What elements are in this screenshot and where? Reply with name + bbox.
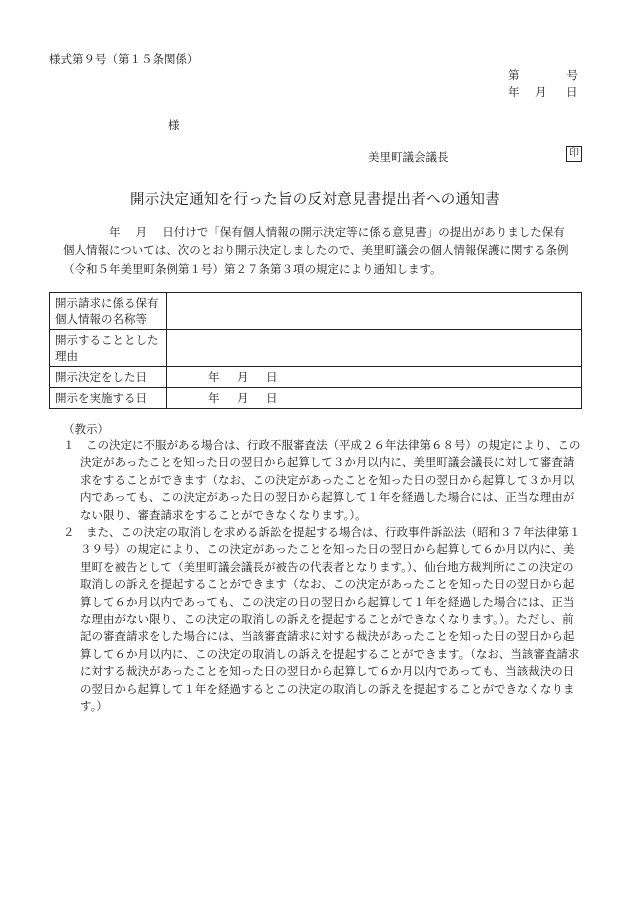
issue-date-year: 年: [508, 85, 520, 99]
instruction-heading: （教示）: [63, 422, 109, 436]
sender-name: 美里町議会議長: [368, 150, 449, 164]
document-number-line: [508, 67, 578, 83]
table-value-disclosure-reason: [167, 330, 582, 367]
decision-date-month: 月: [237, 370, 249, 384]
issue-date-line: [508, 84, 578, 100]
body-line-2: 個人情報については、次のとおり開示決定しましたので、美里町議会の個人情報保護に関する条例: [63, 243, 569, 258]
addressee-suffix: 様: [168, 118, 180, 132]
table-row: [50, 367, 582, 388]
seal-mark: 印: [566, 146, 582, 162]
table-label-disclosure-reason: 開示することとした理由: [50, 330, 167, 367]
implementation-date-day: 日: [266, 391, 278, 405]
document-number-prefix: 第: [508, 68, 520, 82]
table-label-implementation-date: 開示を実施する日: [50, 388, 167, 409]
table-value-personal-info-name: [167, 293, 582, 330]
table-label-decision-date: 開示決定をした日: [50, 367, 167, 388]
disclosure-table: [49, 292, 582, 409]
table-row: [50, 330, 582, 367]
table-row: [50, 388, 582, 409]
implementation-date-year: 年: [208, 391, 220, 405]
table-value-implementation-date: [167, 388, 582, 409]
document-number-suffix: 号: [566, 68, 578, 82]
decision-date-day: 日: [266, 370, 278, 384]
body-line-1: 年 月 日付けで「保有個人情報の開示決定等に係る意見書」の提出がありました保有: [109, 225, 565, 239]
issue-date-month: 月: [535, 85, 547, 99]
table-label-personal-info-name: 開示請求に係る保有個人情報の名称等: [50, 293, 167, 330]
form-number: 様式第９号（第１５条関係）: [49, 52, 199, 66]
body-paragraph: [63, 223, 581, 278]
instruction-item-2: ２ また、この決定の取消しを求める訴訟を提起する場合は、行政事件訴訟法（昭和３７年法律第１３９号）の規定により、この決定があったことを知った日の翌日から起算して６か月以内に、美里町を被告として（美里町議会議長が被告の代表者となります。）、仙台地方裁判所にこの決定の取消しの訴えを提起することができます（なお、この決定があったことを知った日の翌日から起算して６か月以内であっても、この決定の日の翌日から起算して１年を経過した場合には、正当な理由がない限り、この決定の取消しの訴えを提起することができなくなります。）。ただし、前記の審査請求をした場合には、当該審査請求に対する裁決があったことを知った日の翌日から起算して６か月以内に、この決定の取消しの訴えを提起することができます。（なお、当該審査請求に対する裁決があったことを知った日の翌日から起算して６か月以内であっても、当該裁決の日の翌日から起算して１年を経過するとこの決定の取消しの訴えを提起することができなくなります。）: [63, 525, 581, 714]
table-value-decision-date: [167, 367, 582, 388]
table-row: [50, 293, 582, 330]
issue-date-day: 日: [566, 85, 578, 99]
body-line-3: （令和５年美里町条例第１号）第２７条第３項の規定により通知します。: [63, 261, 442, 276]
decision-date-year: 年: [208, 370, 220, 384]
instruction-item-1: １ この決定に不服がある場合は、行政不服審査法（平成２６年法律第６８号）の規定により、この決定があったことを知った日の翌日から起算して３か月以内に、美里町議会議長に対して審査請求をすることができます（なお、この決定があったことを知った日の翌日から起算して３か月以内であっても、この決定があった日の翌日から起算して１年を経過した場合には、正当な理由がない限り、審査請求をすることができなくなります。）。: [63, 438, 581, 522]
instruction-notes: [63, 437, 581, 716]
document-title: 開示決定通知を行った旨の反対意見書提出者への通知書: [130, 192, 500, 208]
implementation-date-month: 月: [237, 391, 249, 405]
